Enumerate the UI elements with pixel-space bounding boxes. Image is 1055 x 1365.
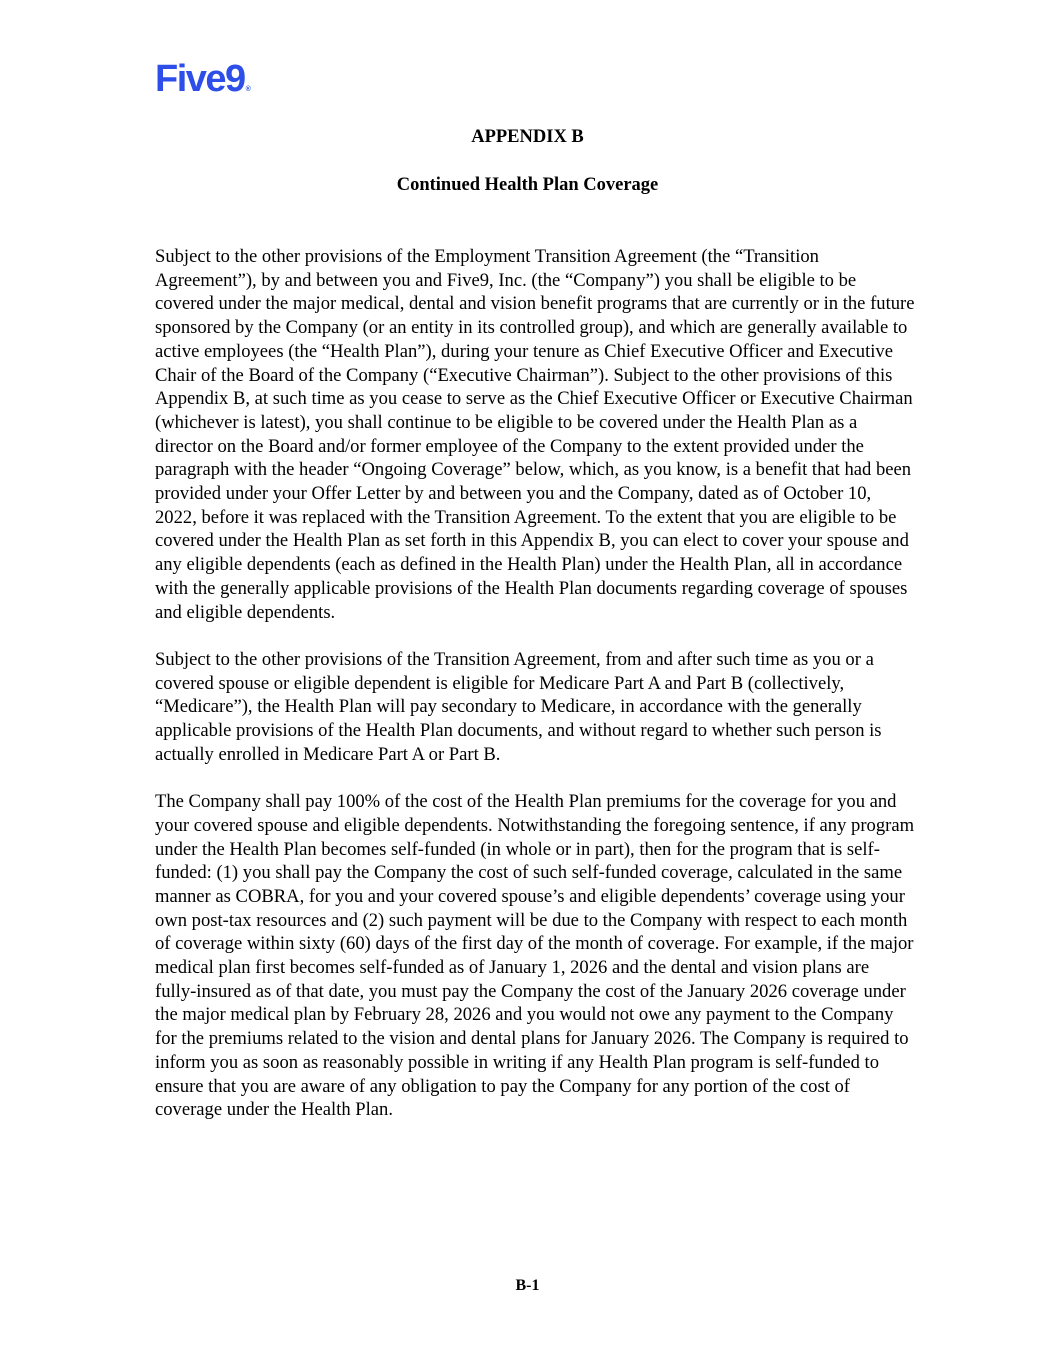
document-body bbox=[155, 245, 915, 1146]
paragraph-eligibility: Subject to the other provisions of the Employment Transition Agreement (the “Transition Agreement”), by and between you and Five9, Inc. (the “Company”) you shall be eligible to be covered under the major medical, dental and vision benefit programs that are currently or in the future sponsored by the Company (or an entity in its controlled group), and which are generally available to active employees (the “Health Plan”), during your tenure as Chief Executive Officer and Executive Chair of the Board of the Company (“Executive Chairman”). Subject to the other provisions of this Appendix B, at such time as you cease to serve as the Chief Executive Officer or Executive Chairman (whichever is latest), you shall continue to be eligible to be covered under the Health Plan as a director on the Board and/or former employee of the Company to the extent provided under the paragraph with the header “Ongoing Coverage” below, which, as you know, is a benefit that had been provided under your Offer Letter by and between you and the Company, dated as of October 10, 2022, before it was replaced with the Transition Agreement. To the extent that you are eligible to be covered under the Health Plan as set forth in this Appendix B, you can elect to cover your spouse and any eligible dependents (each as defined in the Health Plan) under the Health Plan, all in accordance with the generally applicable provisions of the Health Plan documents regarding coverage of spouses and eligible dependents. bbox=[155, 246, 915, 623]
paragraph-premium-cost: The Company shall pay 100% of the cost of the Health Plan premiums for the coverage for you and your covered spouse and eligible dependents. Notwithstanding the foregoing sentence, if any program under the Health Plan becomes self-funded (in whole or in part), then for the program that is self-funded: (1) you shall pay the Company the cost of such self-funded coverage, calculated in the same manner as COBRA, for you and your covered spouse’s and eligible dependents’ coverage using your own post-tax resources and (2) such payment will be due to the Company with respect to each month of coverage within sixty (60) days of the first day of the month of coverage. For example, if the major medical plan first becomes self-funded as of January 1, 2026 and the dental and vision plans are fully-insured as of that date, you must pay the Company the cost of the January 2026 coverage under the major medical plan by February 28, 2026 and you would not owe any payment to the Company for the premiums related to the vision and dental plans for January 2026. The Company is required to inform you as soon as reasonably possible in writing if any Health Plan program is self-funded to ensure that you are aware of any obligation to pay the Company for any portion of the cost of coverage under the Health Plan. bbox=[155, 791, 915, 1121]
paragraph-medicare: Subject to the other provisions of the Transition Agreement, from and after such time as you or a covered spouse or eligible dependent is eligible for Medicare Part A and Part B (collectively, “Medicare”), the Health Plan will pay secondary to Medicare, in accordance with the generally applicable provisions of the Health Plan documents, and without regard to whether such person is actually enrolled in Medicare Part A or Part B. bbox=[155, 648, 882, 765]
appendix-title: APPENDIX B bbox=[471, 127, 584, 147]
page-number: B-1 bbox=[515, 1277, 540, 1294]
logo-text: Five9 bbox=[155, 58, 245, 100]
five9-logo bbox=[155, 60, 251, 98]
logo-registered-mark: ® bbox=[245, 86, 251, 93]
document-subtitle: Continued Health Plan Coverage bbox=[396, 175, 659, 195]
